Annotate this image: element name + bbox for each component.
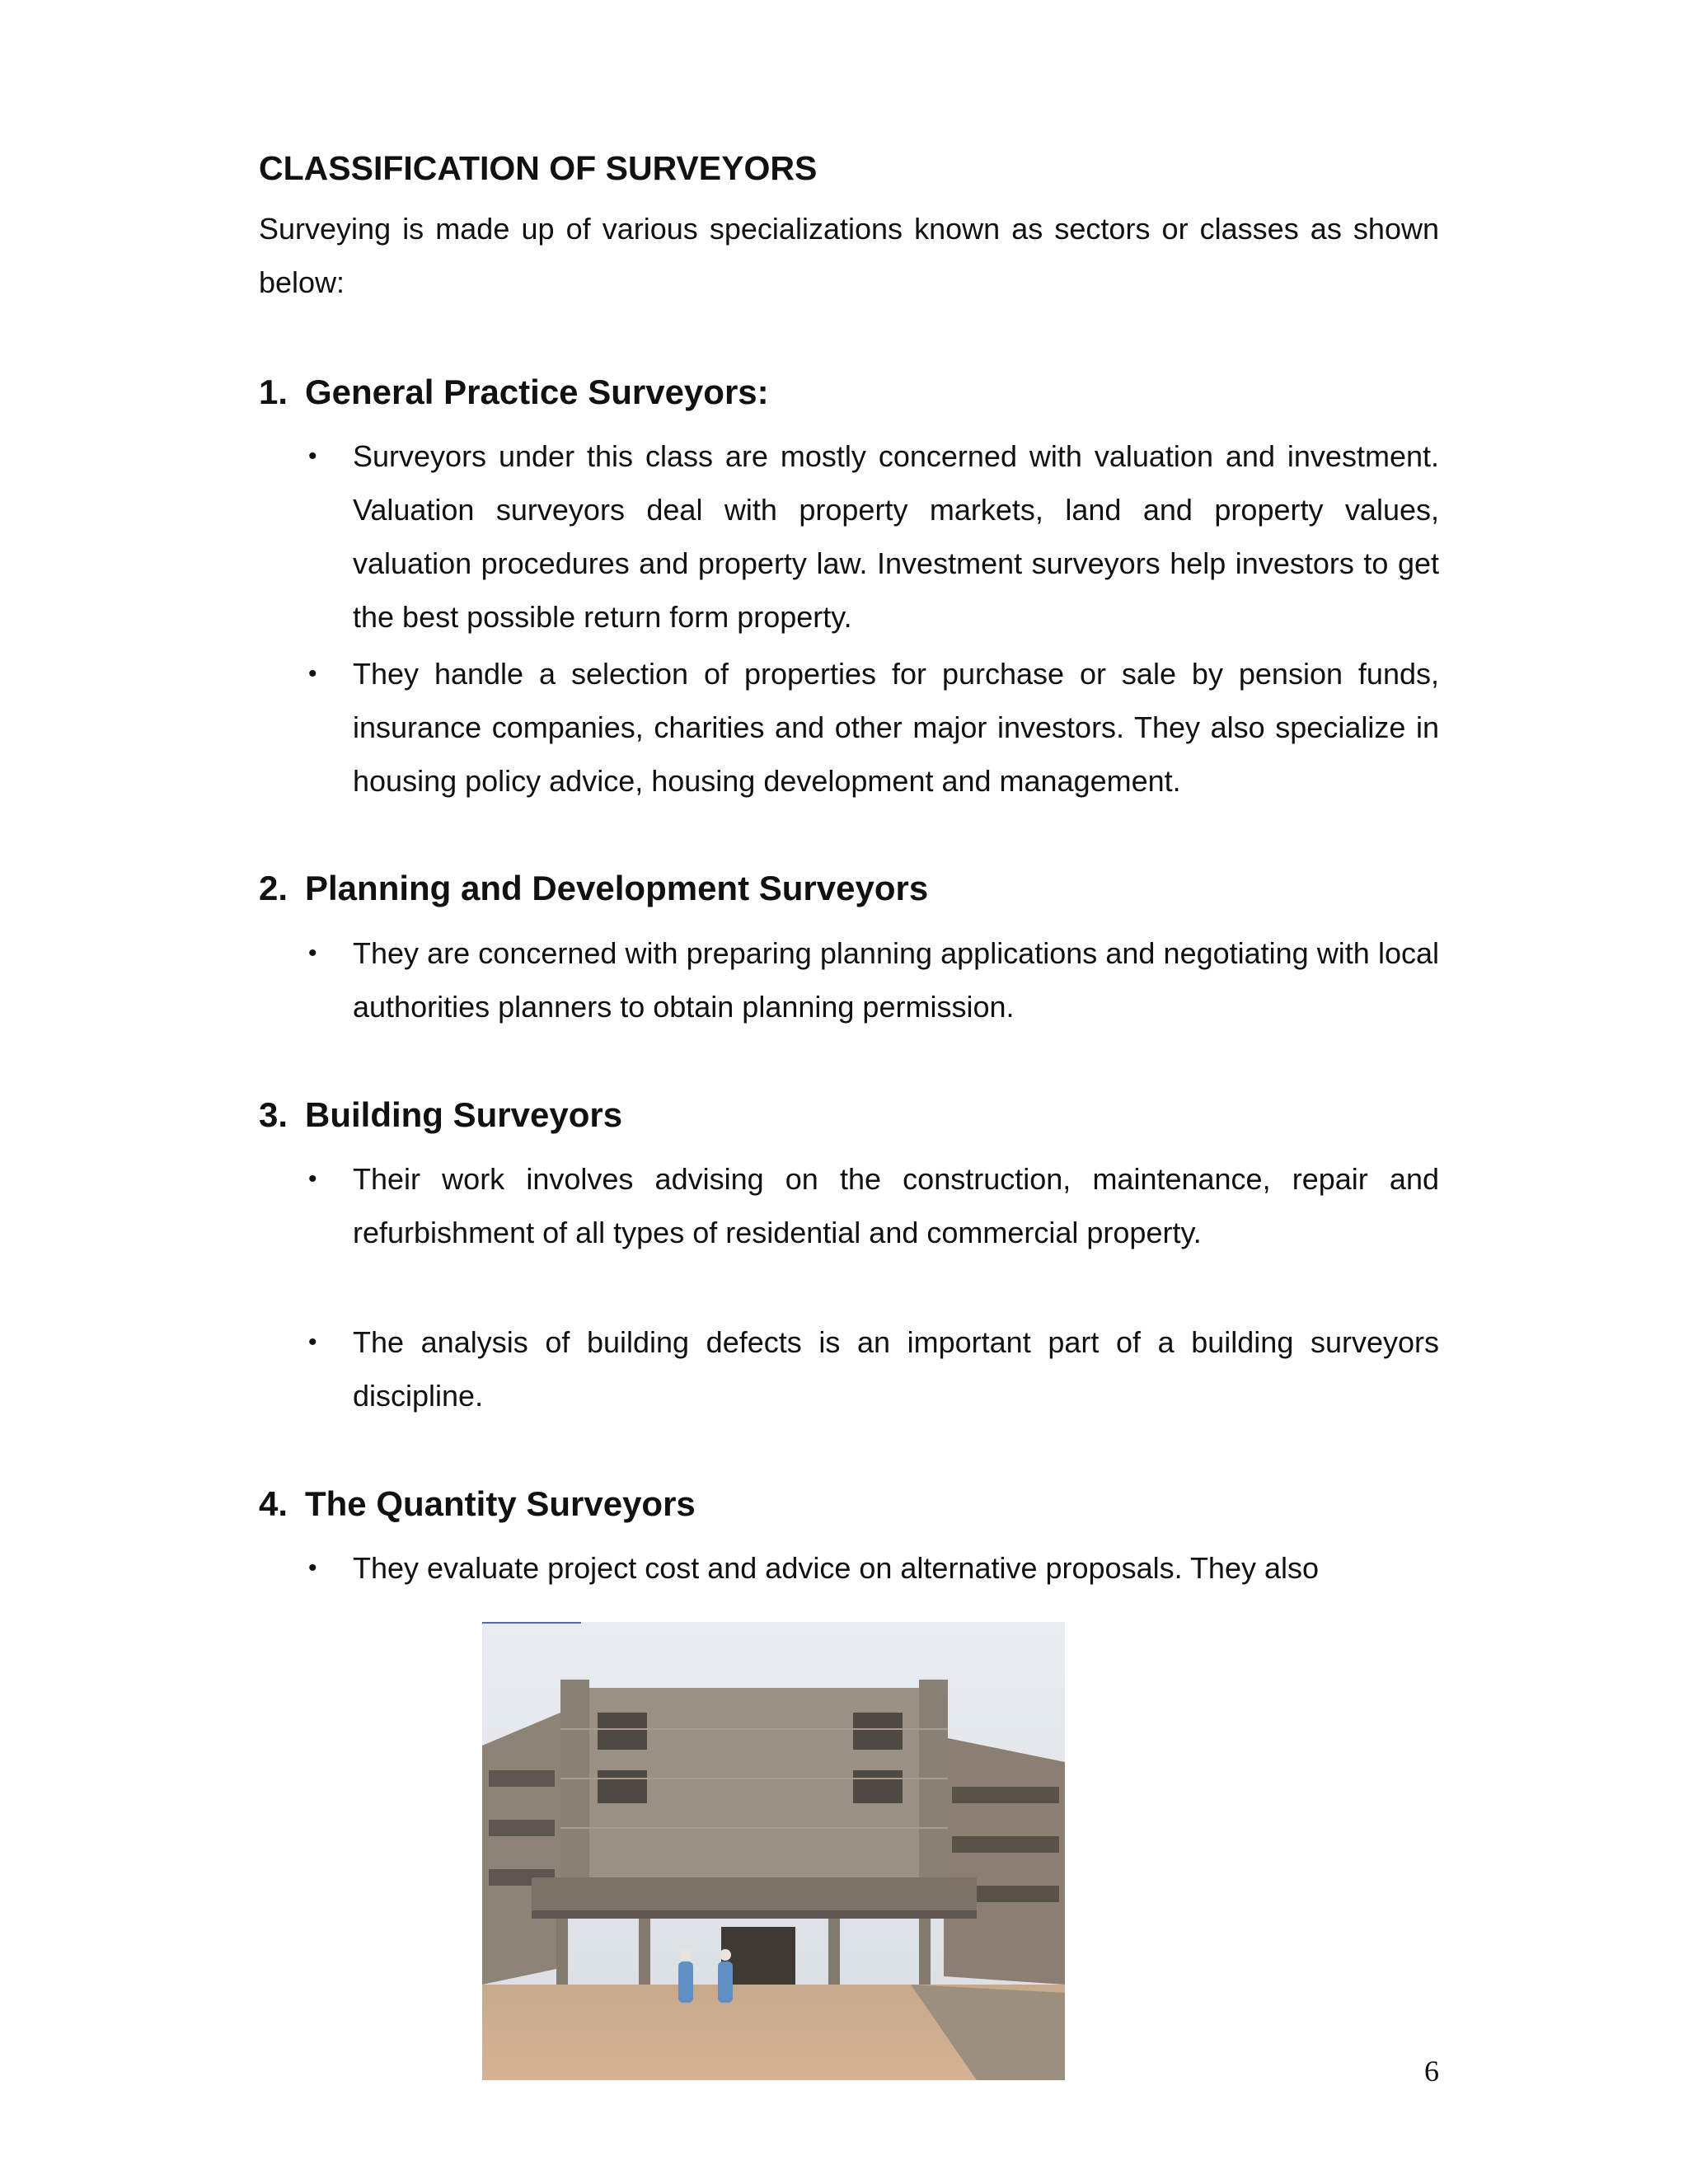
bullet-text: Their work involves advising on the construction, maintenance, repair and refurbishment of all types of residential and commercial property. xyxy=(353,1162,1439,1249)
section-number: 4. xyxy=(259,1484,288,1523)
bullet-icon: • xyxy=(308,660,317,687)
section-title: The Quantity Surveyors xyxy=(305,1484,696,1523)
list-item xyxy=(305,1541,1439,1595)
bullet-text: They handle a selection of properties for purchase or sale by pension funds, insurance companies, charities and other major investors. They also specialize in housing policy advice, housing development and management. xyxy=(353,657,1439,798)
bullet-icon: • xyxy=(308,1329,317,1356)
bullet-icon: • xyxy=(308,1554,317,1582)
list-item xyxy=(305,926,1439,1033)
section-heading-general-practice xyxy=(259,372,769,413)
section-heading-planning-development xyxy=(259,868,928,909)
bullet-text: The analysis of building defects is an important part of a building surveyors discipline. xyxy=(353,1325,1439,1413)
section-heading-quantity xyxy=(259,1483,696,1525)
bullet-icon: • xyxy=(308,1165,317,1193)
list-item xyxy=(305,429,1439,644)
page-title: CLASSIFICATION OF SURVEYORS xyxy=(259,149,818,187)
section-heading-building xyxy=(259,1094,622,1136)
bullet-text: They evaluate project cost and advice on alternative proposals. They also xyxy=(353,1551,1320,1585)
section-number: 1. xyxy=(259,373,288,411)
section-title: Building Surveyors xyxy=(305,1095,623,1134)
list-item xyxy=(305,1152,1439,1259)
bullet-text: Surveyors under this class are mostly concerned with valuation and investment. Valuation surveyors deal with property markets, land and property values, valuation procedures and property law. Investment surveyors help investors to get the best possible return form property. xyxy=(353,439,1439,634)
page-number: 6 xyxy=(1424,2055,1439,2088)
building-photo xyxy=(482,1622,1065,2080)
intro-paragraph: Surveying is made up of various specializations known as sectors or classes as shown below: xyxy=(259,212,1439,299)
section-number: 2. xyxy=(259,869,288,907)
bullet-icon: • xyxy=(308,940,317,967)
list-item xyxy=(305,647,1439,808)
list-item xyxy=(305,1315,1439,1422)
bullet-icon: • xyxy=(308,443,317,470)
section-title: General Practice Surveyors: xyxy=(305,373,769,411)
section-title: Planning and Development Surveyors xyxy=(305,869,929,907)
bullet-text: They are concerned with preparing planning applications and negotiating with local authorities planners to obtain planning permission. xyxy=(353,936,1439,1024)
section-number: 3. xyxy=(259,1095,288,1134)
